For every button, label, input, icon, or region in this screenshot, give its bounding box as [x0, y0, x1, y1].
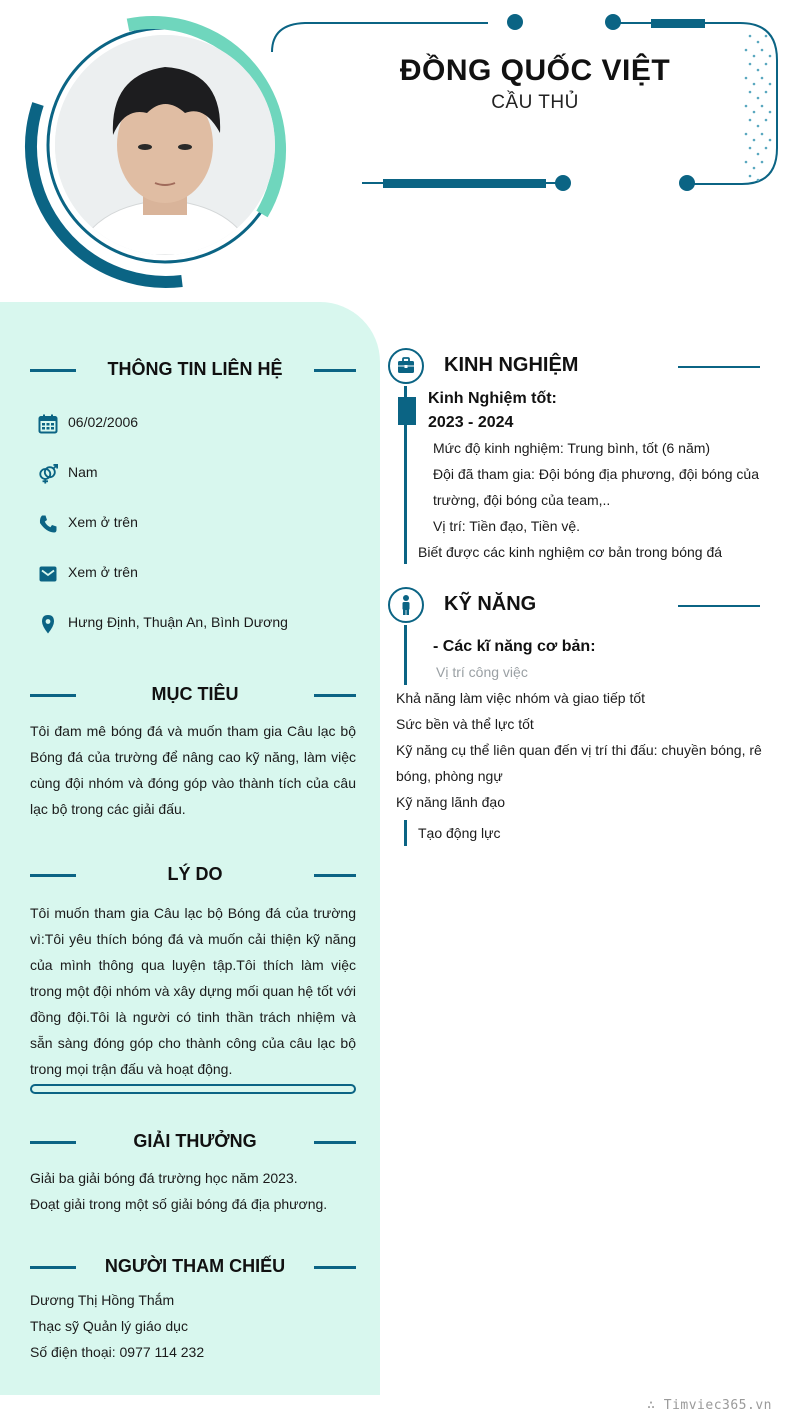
divider: [314, 694, 356, 697]
skills-extra-marker: [404, 820, 407, 846]
contact-address-text: Hưng Định, Thuận An, Bình Dương: [68, 614, 288, 630]
skills-timeline-line: [404, 625, 407, 685]
objective-section-header: [30, 681, 356, 707]
contact-item-gender: [38, 462, 368, 486]
candidate-position: CẦU THỦ: [491, 92, 579, 113]
contact-item-email: [38, 562, 368, 586]
phone-icon: [38, 514, 58, 534]
candidate-name: ĐỒNG QUỐC VIỆT: [399, 54, 671, 87]
experience-period: 2023 - 2024: [428, 414, 514, 431]
contact-title: THÔNG TIN LIÊN HỆ: [107, 359, 283, 379]
reference-line: Thạc sỹ Quản lý giáo dục: [30, 1318, 188, 1334]
contact-item-phone: [38, 512, 368, 536]
divider: [30, 694, 76, 697]
skill-extra: Tạo động lực: [418, 825, 501, 841]
skills-title: KỸ NĂNG: [444, 593, 537, 615]
contact-gender-text: Nam: [68, 464, 98, 480]
skills-heading: - Các kĩ năng cơ bản:: [433, 638, 596, 655]
divider: [30, 369, 76, 372]
reason-line: trong mọi trận đấu và hoạt động.: [30, 1061, 233, 1077]
skill-line: Khả năng làm việc nhóm và giao tiếp tốt: [396, 690, 646, 706]
contact-email-text: Xem ở trên: [68, 564, 138, 580]
reason-line: sẵn sàng đóng góp cho thành công của câu lạc bộ: [30, 1035, 356, 1051]
divider: [314, 874, 356, 877]
reference-line: Dương Thị Hồng Thắm: [30, 1292, 175, 1308]
experience-detail: trường, đội bóng của team,..: [433, 492, 611, 508]
reason-line: của mình thông qua luyện tập.Tôi thích làm việc: [30, 957, 356, 973]
reason-line: vì:Tôi yêu thích bóng đá và muốn cải thiện kỹ năng: [30, 931, 356, 947]
contact-item-birthday: [38, 412, 368, 436]
experience-heading: Kinh Nghiệm tốt:: [428, 390, 557, 407]
references-section-header: [30, 1253, 356, 1279]
skill-line: bóng, phòng ngự: [396, 768, 503, 784]
experience-section-header: [388, 348, 760, 388]
skill-line: Kỹ năng lãnh đạo: [396, 794, 505, 810]
person-portrait-icon: [55, 35, 275, 255]
experience-title: KINH NGHIỆM: [444, 354, 579, 376]
skill-line: Sức bền và thể lực tốt: [396, 716, 534, 732]
references-title: NGƯỜI THAM CHIẾU: [104, 1256, 286, 1276]
cv-header: [0, 0, 800, 300]
calendar-icon: [38, 414, 58, 434]
contact-phone-text: Xem ở trên: [68, 514, 138, 530]
divider: [678, 366, 760, 368]
location-pin-icon: [38, 614, 58, 634]
divider: [30, 1141, 76, 1144]
references-text: [30, 1287, 356, 1365]
skills-section-header: [388, 587, 760, 627]
reason-divider-bar: [30, 1084, 356, 1094]
reason-line: đồng đội.Tôi là người có tinh thần trách nhiệm và: [30, 1009, 356, 1025]
divider: [314, 1266, 356, 1269]
award-line: Giải ba giải bóng đá trường học năm 2023.: [30, 1170, 298, 1186]
reason-section-header: [30, 861, 356, 887]
reason-text: [30, 900, 356, 1082]
award-line: Đoạt giải trong một số giải bóng đá địa phương.: [30, 1196, 328, 1212]
objective-text: [30, 718, 356, 822]
experience-detail: Vị trí: Tiền đạo, Tiền vệ.: [433, 518, 581, 534]
divider: [314, 369, 356, 372]
divider: [314, 1141, 356, 1144]
awards-title: GIẢI THƯỞNG: [133, 1131, 257, 1151]
contact-item-address: [38, 612, 368, 636]
experience-summary: Biết được các kinh nghiệm cơ bản trong bóng đá: [418, 544, 723, 560]
skills-icon-circle: [388, 587, 424, 623]
person-icon: [390, 589, 422, 621]
experience-detail: Mức độ kinh nghiệm: Trung bình, tốt (6 năm): [433, 440, 711, 456]
awards-text: [30, 1165, 356, 1217]
objective-line: Bóng đá của trường để nâng cao kỹ năng, làm việc: [30, 749, 356, 765]
reason-title: LÝ DO: [167, 864, 223, 884]
skills-placeholder: Vị trí công việc: [436, 664, 528, 680]
divider: [30, 1266, 76, 1269]
email-icon: [38, 564, 58, 584]
reference-line: Số điện thoại: 0977 114 232: [30, 1344, 205, 1360]
gender-icon: [38, 464, 58, 484]
objective-title: MỤC TIÊU: [151, 684, 239, 704]
briefcase-icon: [390, 350, 422, 382]
avatar-photo: [55, 35, 275, 255]
contact-birthday-text: 06/02/2006: [68, 414, 139, 430]
site-watermark: ∴ Timviec365.vn: [647, 1398, 772, 1413]
divider: [678, 605, 760, 607]
objective-line: cùng đội nhóm và đóng góp vào thành tích của câu: [30, 775, 356, 791]
reason-line: Tôi muốn tham gia Câu lạc bộ Bóng đá của trường: [30, 905, 356, 921]
awards-section-header: [30, 1128, 356, 1154]
reason-line: trong một đội nhóm và xây dựng mối quan hệ tốt với: [30, 983, 356, 999]
skill-line: Kỹ năng cụ thể liên quan đến vị trí thi đấu: chuyền bóng, rê: [396, 742, 762, 758]
experience-detail: Đội đã tham gia: Đội bóng địa phương, đội bóng của: [433, 466, 759, 482]
objective-line: lạc bộ trong các giải đấu.: [30, 801, 186, 817]
experience-timeline-marker: [398, 397, 416, 425]
divider: [30, 874, 76, 877]
contact-section-header: [30, 356, 356, 382]
objective-line: Tôi đam mê bóng đá và muốn tham gia Câu lạc bộ: [30, 723, 356, 739]
experience-icon-circle: [388, 348, 424, 384]
